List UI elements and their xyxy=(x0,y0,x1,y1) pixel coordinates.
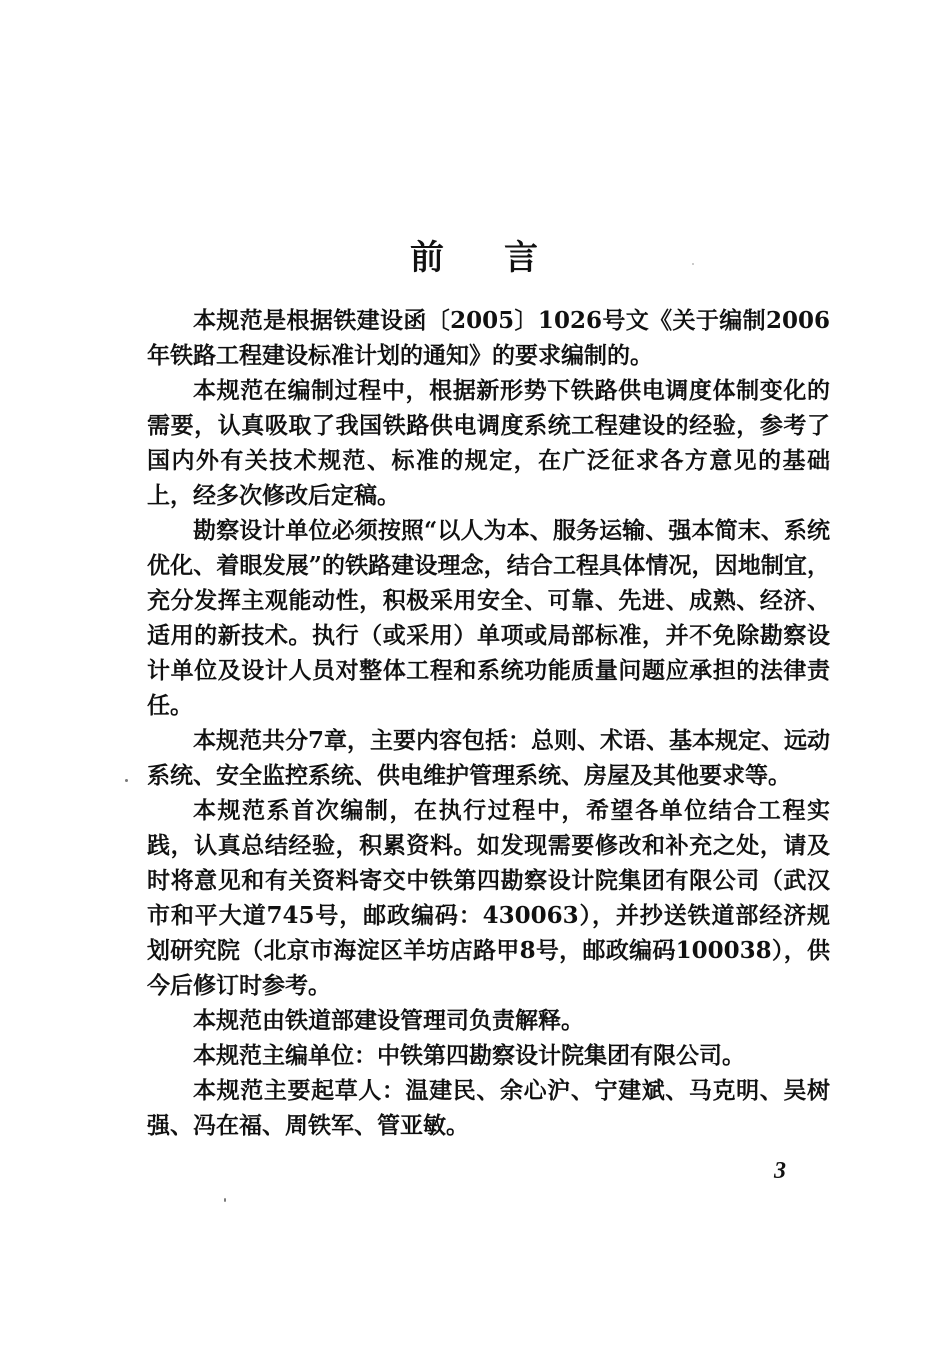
page-title xyxy=(0,236,950,280)
paragraph-chief-editor: 本规范主编单位：中铁第四勘察设计院集团有限公司。 xyxy=(193,1042,745,1069)
paragraph-contents: 本规范共分7章，主要内容包括：总则、术语、基本规定、远动系统、安全监控系统、供电维护管理系统、房屋及其他要求等。 xyxy=(147,727,831,789)
paragraph-design-principles: 勘察设计单位必须按照“以人为本、服务运输、强本简末、系统优化、着眼发展”的铁路建设理念，结合工程具体情况，因地制宜，充分发挥主观能动性，积极采用安全、可靠、先进、成熟、经济、适用的新技术。执行（或采用）单项或局部标准，并不免除勘察设计单位及设计人员对整体工程和系统功能质量问题应承担的法律责任。 xyxy=(147,517,830,719)
paragraph-basis: 本规范是根据铁建设函〔2005〕1026号文《关于编制2006年铁路工程建设标准计划的通知》的要求编制的。 xyxy=(147,307,830,369)
paragraph-interpretation: 本规范由铁道部建设管理司负责解释。 xyxy=(193,1007,584,1034)
scan-speck xyxy=(224,1198,226,1202)
page-number: 3 xyxy=(774,1158,786,1184)
title-char-1: 前 xyxy=(410,238,446,278)
paragraph-feedback: 本规范系首次编制，在执行过程中，希望各单位结合工程实践，认真总结经验，积累资料。如发现需要修改和补充之处，请及时将意见和有关资料寄交中铁第四勘察设计院集团有限公司（武汉市和平大道745号，邮政编码：430063），并抄送铁道部经济规划研究院（北京市海淀区羊坊店路甲8号，邮政编码100038），供今后修订时参考。 xyxy=(147,797,830,999)
preface-body xyxy=(147,303,830,1143)
paragraph-drafters: 本规范主要起草人：温建民、余心沪、宁建斌、马克明、吴树强、冯在福、周铁军、管亚敏。 xyxy=(147,1077,830,1139)
scan-speck xyxy=(125,779,128,782)
paragraph-process: 本规范在编制过程中，根据新形势下铁路供电调度体制变化的需要，认真吸取了我国铁路供电调度系统工程建设的经验，参考了国内外有关技术规范、标准的规定，在广泛征求各方意见的基础上，经多次修改后定稿。 xyxy=(147,377,830,509)
scan-speck xyxy=(692,263,694,265)
title-char-2: 言 xyxy=(504,238,540,278)
